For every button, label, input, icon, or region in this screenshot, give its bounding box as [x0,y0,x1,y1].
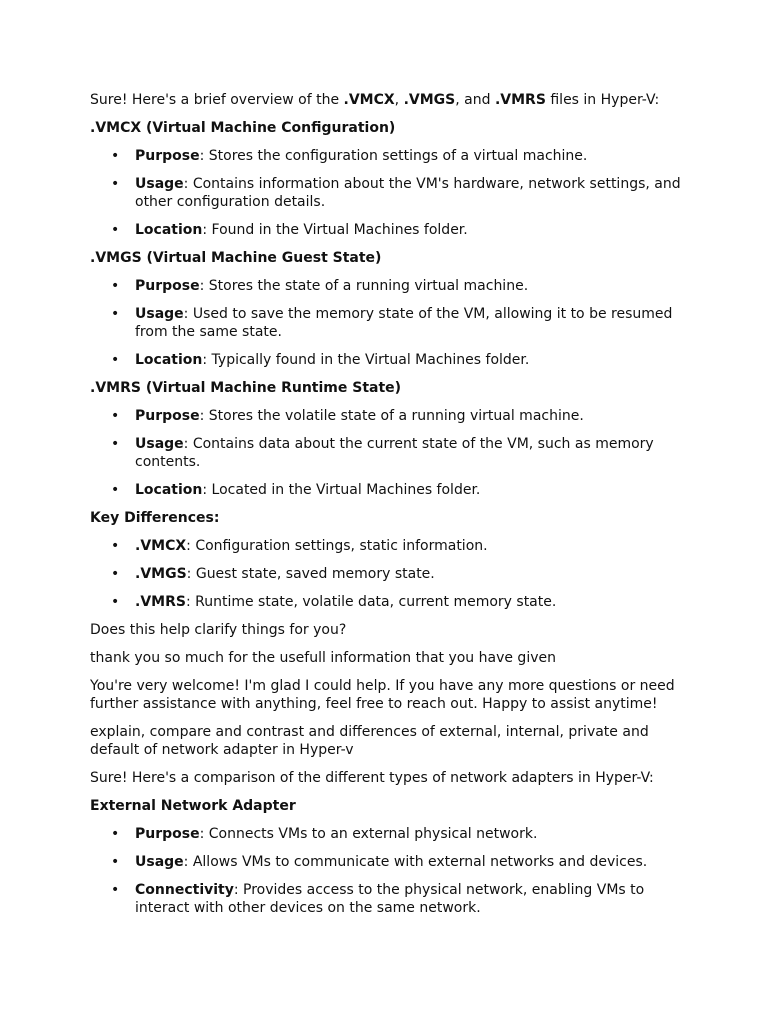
item-text: : Connects VMs to an external physical network. [199,826,538,842]
item-term: Purpose [135,826,200,842]
section-heading-vmgs: .VMGS (Virtual Machine Guest State) [90,250,382,266]
bullet-icon: • [111,882,120,898]
item-term: Location [135,222,203,238]
item-term: Purpose [135,278,200,294]
bullet-icon: • [111,594,120,610]
list-item [90,305,690,341]
bullet-icon: • [111,408,120,424]
bullet-icon: • [111,854,120,870]
bullet-icon: • [111,222,120,238]
item-term: .VMGS [135,566,187,582]
item-text: : Provides access to the physical network, enabling VMs to interact with other devices on the same network. [135,882,645,916]
item-text: : Allows VMs to communicate with external networks and devices. [183,854,648,870]
list-item [90,175,690,211]
comparison-paragraph: Sure! Here's a comparison of the different types of network adapters in Hyper-V: [90,770,654,786]
section-list-external-adapter [90,825,690,917]
item-term: .VMCX [135,538,187,554]
item-text: : Guest state, saved memory state. [186,566,435,582]
list-item [90,481,690,499]
intro-text: , [394,92,404,108]
intro-vmgs: .VMGS [403,92,456,108]
item-text: : Stores the configuration settings of a virtual machine. [199,148,588,164]
bullet-icon: • [111,352,120,368]
list-item [90,147,690,165]
list-item [90,825,690,843]
item-text: : Stores the state of a running virtual machine. [199,278,529,294]
list-item [90,537,690,555]
item-text: : Runtime state, volatile data, current memory state. [185,594,557,610]
item-text: : Stores the volatile state of a running virtual machine. [199,408,584,424]
list-item [90,221,690,239]
bullet-icon: • [111,826,120,842]
item-term: Usage [135,854,184,870]
item-text: : Contains data about the current state of the VM, such as memory contents. [135,436,654,470]
bullet-icon: • [111,176,120,192]
item-term: Purpose [135,408,200,424]
list-item [90,407,690,425]
list-item [90,565,690,583]
bullet-icon: • [111,566,120,582]
section-heading-vmrs: .VMRS (Virtual Machine Runtime State) [90,380,402,396]
intro-text: Sure! Here's a brief overview of the [90,92,344,108]
intro-text: , and [455,92,495,108]
list-item [90,853,690,871]
intro-vmcx: .VMCX [343,92,395,108]
item-term: .VMRS [135,594,186,610]
item-term: Purpose [135,148,200,164]
section-list-vmrs [90,407,690,499]
item-text: : Used to save the memory state of the VM, allowing it to be resumed from the same state. [135,306,673,340]
section-list-vmgs [90,277,690,369]
item-term: Connectivity [135,882,234,898]
intro-paragraph [90,91,690,109]
item-text: : Located in the Virtual Machines folder. [202,482,481,498]
section-list-vmcx [90,147,690,239]
section-list-key-differences [90,537,690,611]
item-term: Location [135,352,203,368]
item-text: : Configuration settings, static information. [186,538,488,554]
item-term: Usage [135,436,184,452]
bullet-icon: • [111,436,120,452]
list-item [90,277,690,295]
clarify-paragraph: Does this help clarify things for you? [90,622,347,638]
thanks-paragraph: thank you so much for the usefull information that you have given [90,650,556,666]
explain-paragraph: explain, compare and contrast and differences of external, internal, private and default of network adapter in Hyper-v [90,724,649,758]
item-text: : Contains information about the VM's hardware, network settings, and other configuration details. [135,176,681,210]
list-item [90,435,690,471]
item-term: Usage [135,176,184,192]
item-text: : Typically found in the Virtual Machines folder. [202,352,530,368]
list-item [90,593,690,611]
welcome-paragraph: You're very welcome! I'm glad I could help. If you have any more questions or need further assistance with anything, feel free to reach out. Happy to assist anytime! [90,678,675,712]
item-term: Usage [135,306,184,322]
document-page [90,91,690,927]
item-term: Location [135,482,203,498]
intro-text: files in Hyper-V: [545,92,660,108]
bullet-icon: • [111,148,120,164]
intro-vmrs: .VMRS [494,92,546,108]
bullet-icon: • [111,482,120,498]
bullet-icon: • [111,306,120,322]
section-heading-key-differences: Key Differences: [90,510,220,526]
bullet-icon: • [111,538,120,554]
bullet-icon: • [111,278,120,294]
list-item [90,881,690,917]
list-item [90,351,690,369]
section-heading-external-adapter: External Network Adapter [90,798,296,814]
section-heading-vmcx: .VMCX (Virtual Machine Configuration) [90,120,396,136]
item-text: : Found in the Virtual Machines folder. [202,222,468,238]
